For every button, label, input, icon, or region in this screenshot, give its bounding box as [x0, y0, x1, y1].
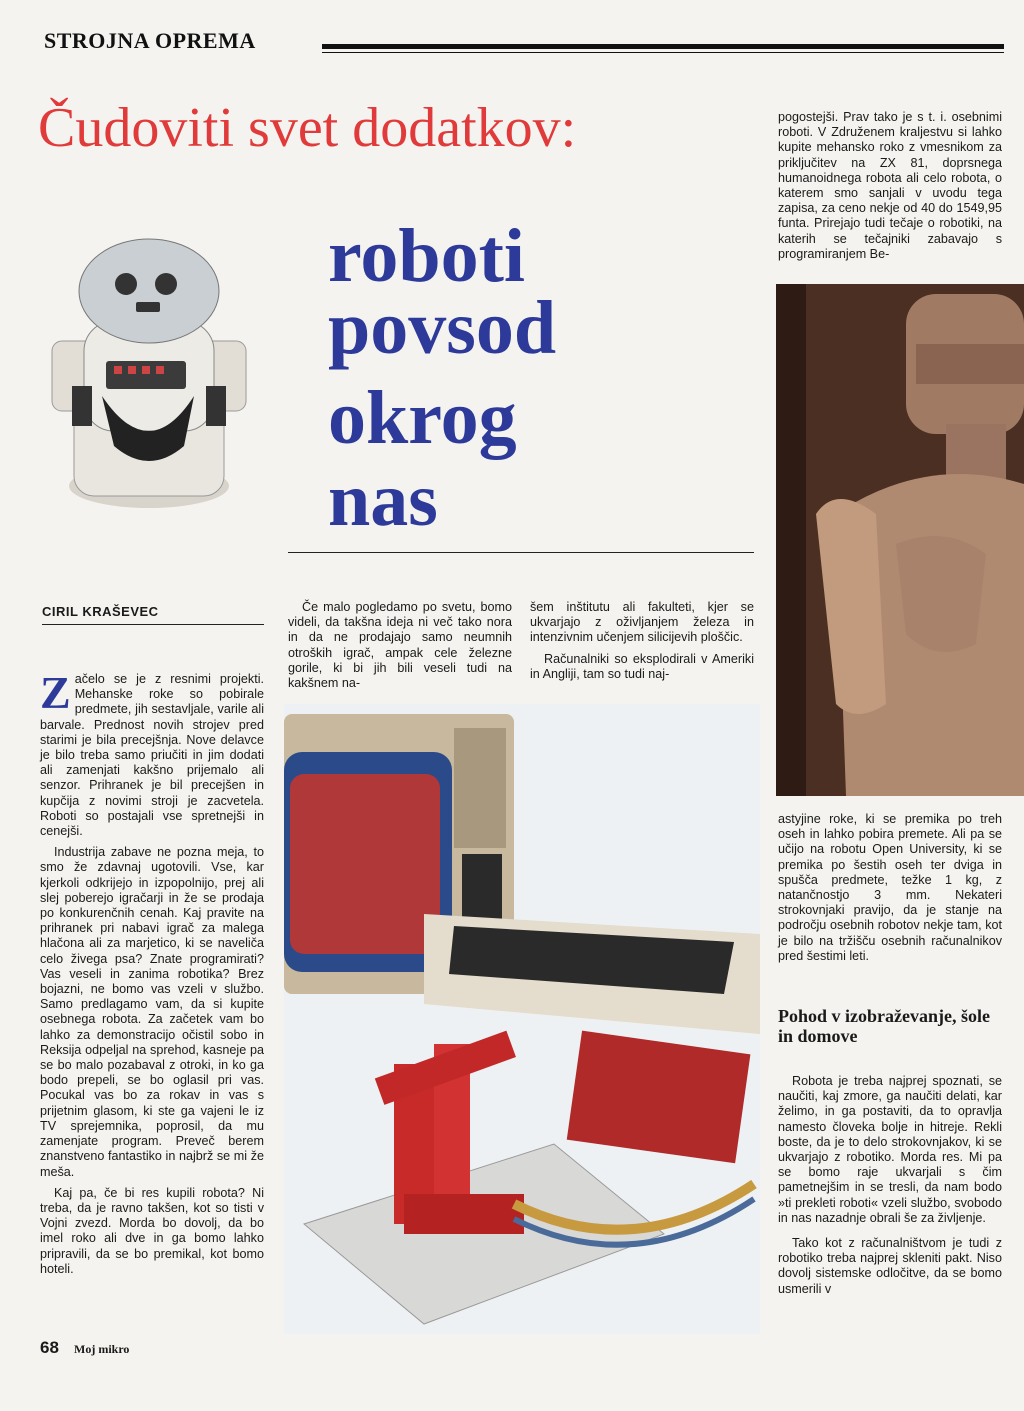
humanoid-robot-photo	[776, 284, 1024, 796]
col3-paragraph-2: Računalniki so eksplodirali v Ameriki in Angliji, tam so tudi naj-	[530, 651, 754, 681]
author-byline: CIRIL KRAŠEVEC	[42, 604, 159, 619]
headline-line-4: nas	[328, 458, 438, 542]
article-column-4-bottom	[778, 1074, 1002, 1303]
col4-paragraph-bottom-2: Tako kot z računalništvom je tudi z robotiko treba najprej skleniti pakt. Niso dovolj sistemske odločitve, da se bomo usmerili v	[778, 1236, 1002, 1296]
col4-paragraph-top: pogostejši. Prav tako je s t. i. osebnimi roboti. V Združenem kraljestvu si lahko kupite mehansko roko z vmesnikom za priključitev na ZX 81, doprsnega humanoidnega robota ali celo robota, o katerem smo sanjali v uvodu tega zapisa, za ceno nekje od 40 do 1549,95 funta. Prirejajo tudi tečaje o robotiki, na katerih se tečajniki zabavajo s programiranjem Be-	[778, 110, 1002, 261]
article-column-2	[288, 600, 512, 697]
headline-line-1: roboti	[328, 214, 526, 298]
headline-line-3: okrog	[328, 376, 517, 460]
col2-paragraph-1: Če malo pogledamo po svetu, bomo videli, da takšna ideja ni več tako nora in da ne prodajajo samo neumnih otroških igrač, ampak cele železne gorile, ki bi jih bili veseli tudi na kakšnem na-	[288, 600, 512, 691]
article-column-1	[40, 667, 264, 1283]
section-subheading: Pohod v izobraževanje, šole in domove	[778, 1006, 990, 1046]
header-rule	[322, 44, 1004, 49]
col4-paragraph-bottom-1: Robota je treba najprej spoznati, se naučiti, kaj zmore, ga naučiti delati, kar želimo, in ga postaviti, da to opravlja namesto človeka bolje in hitreje. Rekli boste, da je to delo strokovnjakov, ki se ukvarjajo z robotiko. Morda res. Mi pa se bomo raje ukvarjali s čim pametnejšim in se tresli, da nam bodo »ti prekleti roboti« vzeli službo, svobodo in nas nazadnje obrali še za življenje.	[778, 1074, 1002, 1225]
drop-cap: Z	[40, 667, 71, 718]
article-column-3	[530, 600, 754, 688]
page-number: 68	[40, 1338, 59, 1357]
title-rule	[288, 552, 754, 553]
article-column-4-middle	[778, 812, 1002, 970]
col1-paragraph-1: ačelo se je z resnimi projekti. Mehanske roke so pobirale predmete, jih sestavljale, varile ali barvale. Prednost novih strojev pred starimi je bila precejšnja. Nove delavce je bilo treba samo priučiti in jim dodati ali zamenjati kakšno prijemalo ali senzor. Prihranek je bil precejšen in kupčija z novimi stroji je zacvetela. Roboti so postajali vse spretnejši in cenejši.	[40, 672, 264, 839]
computer-robot-arm-photo	[284, 704, 760, 1334]
author-rule	[42, 624, 264, 625]
col1-paragraph-3: Kaj pa, če bi res kupili robota? Ni treba, da je ravno takšen, kot so tisti v Vojni zvezd. Morda bo dovolj, da bo imel roko ali dve in ga bomo lahko pripravili, da se bo premikal, kot bomo hoteli.	[40, 1185, 264, 1276]
col3-paragraph-1: šem inštitutu ali fakulteti, kjer se ukvarjajo z oživljanjem železa in intenzivnim učenjem silicijevih ploščic.	[530, 600, 754, 645]
article-column-4-top	[778, 110, 1002, 268]
col4-paragraph-mid: astyjine roke, ki se premika po treh oseh in lahko pobira premete. Ali pa se učijo na robotu Open University, ki se premika po šestih oseh ter dviga in spušča predmete, težke 1 kg, z natančnostjo 3 mm. Nekateri strokovnjaki pravijo, da je stanje na področju osebnih robotov nekje tam, kot je bilo na tržišču osebnih računalnikov pred šestimi leti.	[778, 812, 1002, 963]
col1-paragraph-2: Industrija zabave ne pozna meja, to smo že zdavnaj ugotovili. Vse, kar kjerkoli odkrijejo in izpopolnijo, prej ali slej poberejo igračarji in že se prodaja po konkurenčnih cenah. Kaj pravite na prihranek pri nabavi igrač za malega hlačona ali za marjetico, ki se navelіča celo živega psa? Znate programirati? Vas veseli in zanima robotika? Brez bojazni, ne bomo vas vzeli v službo. Samo predlagamo vam, da si kupite osebnega robota. Za začetek vam bo lahko za demonstracijo očistil sobo in Reksija odpeljal na sprehod, kasneje pa se bo malo pozabaval z otroki, in ko ga bodo prepeli, se bo oglasil pri vas. Pocukal vas bo za rokav in vas s prijetnim glasom, ki ste ga vajeni le iz TV sprejemnika, poprosil, da mu zamenjate program. Preveč berem znanstveno fantastiko in najbrž se mi že meša.	[40, 845, 264, 1179]
kicker-title: Čudoviti svet dodatkov:	[38, 97, 577, 159]
header-rule-thin	[322, 52, 1004, 53]
toy-robot-photo	[44, 236, 254, 518]
headline-line-2: povsod	[328, 286, 557, 370]
magazine-name: Moj mikro	[74, 1342, 130, 1356]
section-title: STROJNA OPREMA	[44, 28, 256, 53]
